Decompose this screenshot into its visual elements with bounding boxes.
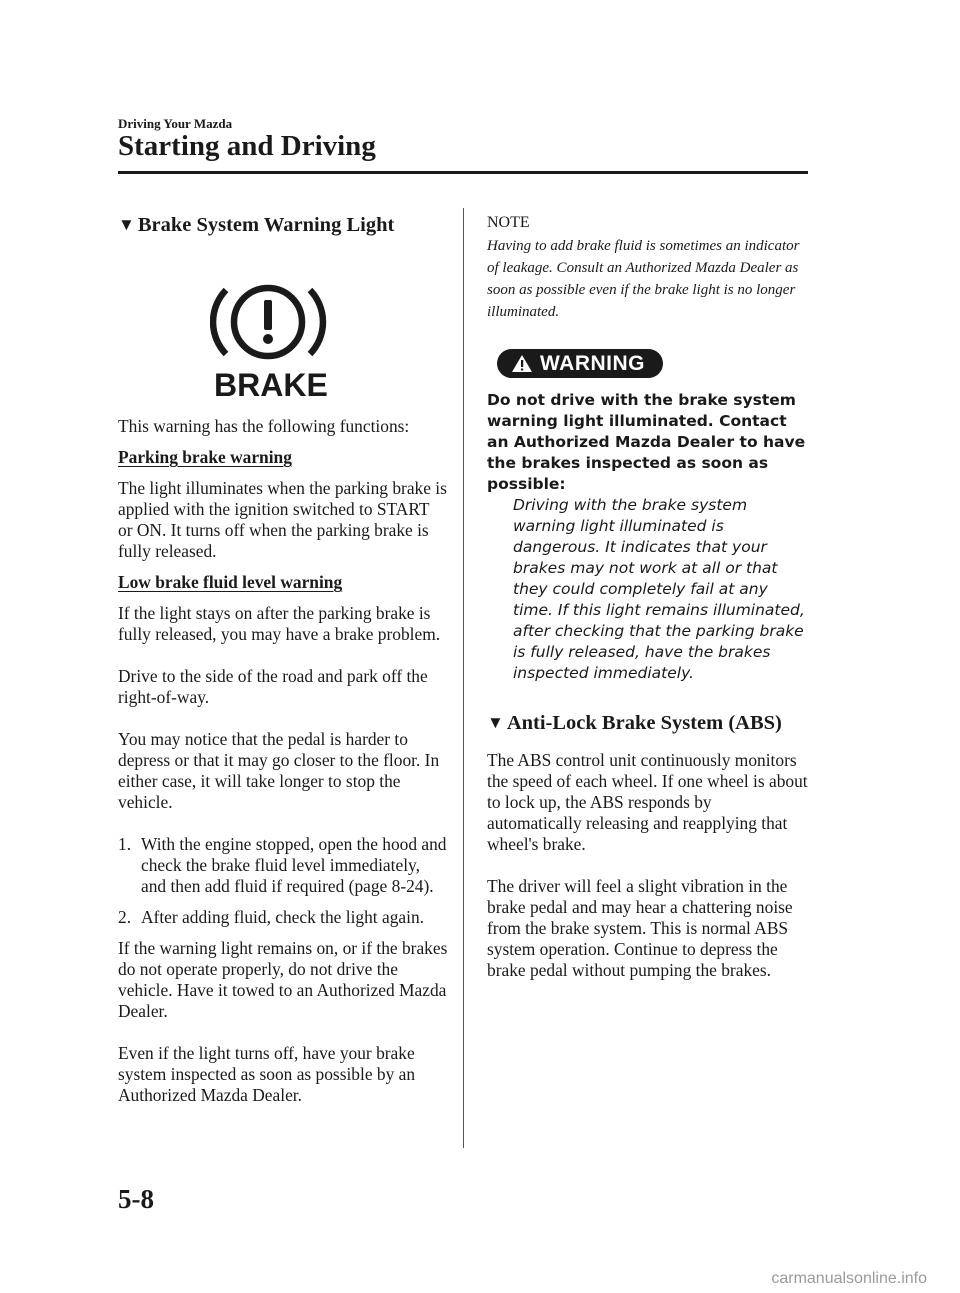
brake-icon-label: BRAKE [214, 367, 328, 400]
brake-warning-icon [210, 278, 356, 400]
triangle-marker-icon: ▼ [118, 215, 135, 234]
fluid-paragraph-3: You may notice that the pedal is harder to depress or that it may go closer to the floor. In either case, it will take longer to stop the vehicle. [118, 729, 440, 812]
step-number: 2. [118, 907, 132, 927]
chapter-title: Starting and Driving [118, 130, 376, 162]
after-paragraph-1: If the warning light remains on, or if the brakes do not operate properly, do not drive the vehicle. Have it towed to an Authorized Mazda Dealer. [118, 938, 448, 1021]
after-paragraph-2: Even if the light turns off, have your brake system inspected as soon as possible by an Authorized Mazda Dealer. [118, 1043, 416, 1105]
warning-body-text: Driving with the brake system warning light illuminated is dangerous. It indicates that your brakes may not work at all or that they could completely fail at any time. If this light remains illuminated, after checking that the parking brake is fully released, have the brakes inspected immediately. [513, 496, 805, 682]
fluid-paragraph-2: Drive to the side of the road and park off the right-of-way. [118, 666, 428, 707]
warning-lead-text: Do not drive with the brake system warning light illuminated. Contact an Authorized Mazda Dealer to have the brakes inspected as soon as possible: [487, 391, 806, 493]
right-column [487, 212, 809, 981]
note-label: NOTE [487, 214, 530, 231]
abs-heading [487, 710, 809, 736]
fluid-level-subheading: Low brake fluid level warning [118, 572, 343, 592]
left-column [118, 212, 448, 1106]
warning-badge [497, 349, 663, 378]
triangle-marker-icon: ▼ [487, 713, 504, 732]
intro-text: This warning has the following functions: [118, 416, 410, 436]
abs-heading-text: Anti-Lock Brake System (ABS) [506, 712, 782, 734]
warning-triangle-icon [511, 354, 533, 373]
abs-paragraph-1: The ABS control unit continuously monitors the speed of each wheel. If one wheel is about to lock up, the ABS responds by automatically releasing and reapplying that wheel's brake. [487, 750, 808, 854]
step-text: After adding fluid, check the light again. [141, 907, 424, 927]
steps-list [118, 834, 448, 928]
brake-warning-heading-text: Brake System Warning Light [137, 214, 395, 236]
brake-warning-heading [118, 212, 448, 238]
parking-brake-subheading: Parking brake warning [118, 447, 292, 467]
section-label: Driving Your Mazda [118, 116, 233, 131]
step-number: 1. [118, 834, 132, 854]
column-divider [463, 208, 464, 1148]
title-rule [118, 171, 808, 174]
note-text: Having to add brake fluid is sometimes an indicator of leakage. Consult an Authorized Mazda Dealer as soon as possible even if the brake light is no longer illuminated. [487, 238, 800, 320]
fluid-paragraph-1: If the light stays on after the parking brake is fully released, you may have a brake problem. [118, 603, 441, 644]
watermark: carmanualsonline.info [771, 1270, 927, 1287]
abs-paragraph-2: The driver will feel a slight vibration in the brake pedal and may hear a chattering noise from the brake system. This is normal ABS system operation. Continue to depress the brake pedal without pumping the brakes. [487, 876, 793, 980]
step-text: With the engine stopped, open the hood and check the brake fluid level immediately, and then add fluid if required (page 8-24). [141, 834, 447, 896]
parking-brake-text: The light illuminates when the parking brake is applied with the ignition switched to START or ON. It turns off when the parking brake is fully released. [118, 478, 447, 561]
warning-label: WARNING [540, 352, 645, 375]
page-number: 5-8 [118, 1184, 154, 1214]
list-item [118, 907, 448, 928]
list-item [118, 834, 448, 897]
